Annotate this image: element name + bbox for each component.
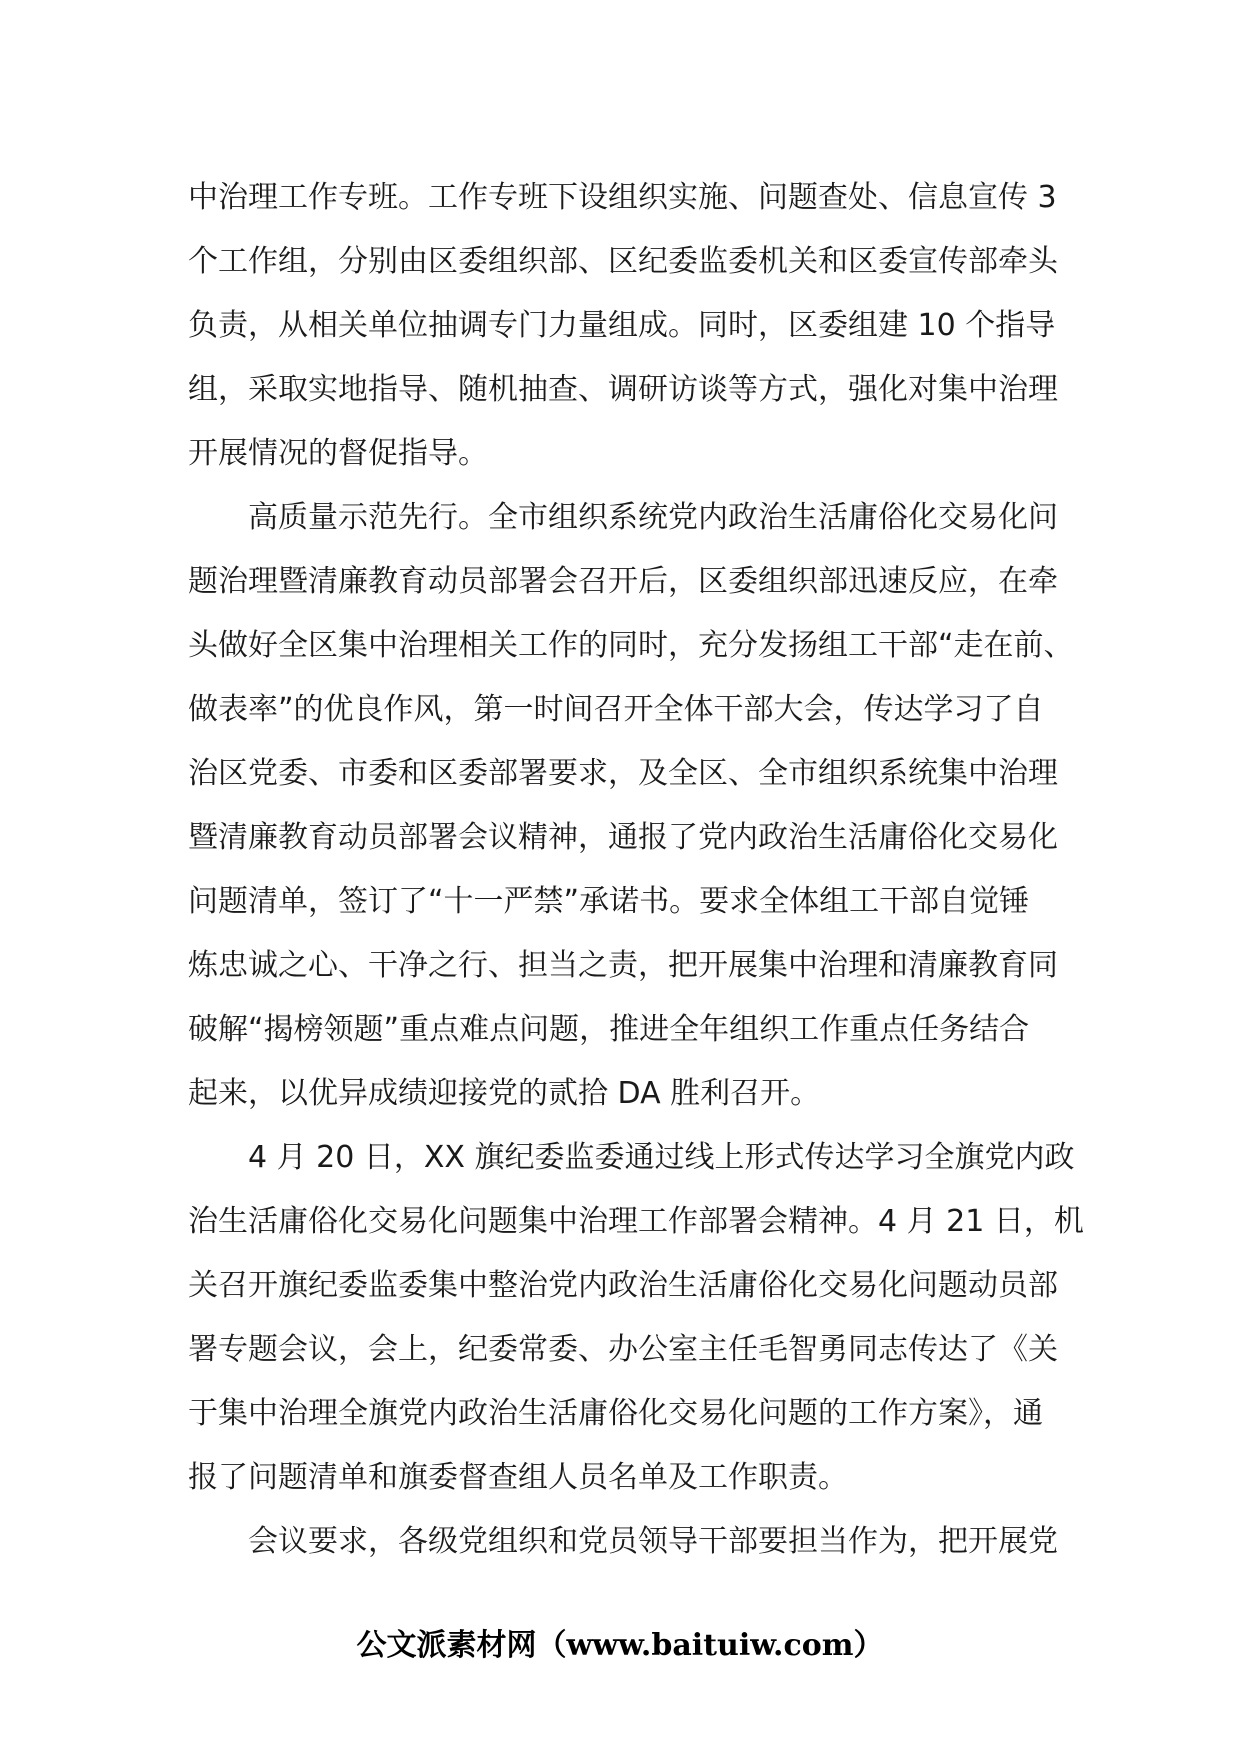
paragraph-first-line: 会议要求，各级党组织和党员领导干部要担当作为，把开展党 (248, 1524, 1058, 1559)
text-line: 个工作组，分别由区委组织部、区纪委监委机关和区委宣传部牵头 (188, 244, 1058, 279)
text-line: 报了问题清单和旗委督查组人员名单及工作职责。 (188, 1460, 848, 1495)
text-line: 负责，从相关单位抽调专门力量组成。同时，区委组建 10 个指导 (188, 308, 1056, 343)
text-line: 关召开旗纪委监委集中整治党内政治生活庸俗化交易化问题动员部 (188, 1268, 1058, 1303)
text-line: 做表率”的优良作风，第一时间召开全体干部大会，传达学习了自 (188, 692, 1044, 727)
text-line: 开展情况的督促指导。 (188, 436, 488, 471)
text-line: 题治理暨清廉教育动员部署会召开后，区委组织部迅速反应，在牵 (188, 564, 1058, 599)
text-line: 问题清单，签订了“十一严禁”承诺书。要求全体组工干部自觉锤 (188, 884, 1030, 919)
document-body (188, 166, 1084, 1574)
paragraph-first-line: 高质量示范先行。全市组织系统党内政治生活庸俗化交易化问 (248, 500, 1058, 535)
text-line: 炼忠诚之心、干净之行、担当之责，把开展集中治理和清廉教育同 (188, 948, 1058, 983)
text-line: 起来，以优异成绩迎接党的贰拾 DA 胜利召开。 (188, 1076, 821, 1111)
text-line: 中治理工作专班。工作专班下设组织实施、问题查处、信息宣传 3 (188, 180, 1057, 215)
text-line: 于集中治理全旗党内政治生活庸俗化交易化问题的工作方案》，通 (188, 1396, 1043, 1431)
footer-watermark: 公文派素材网（www.baituiw.com） (356, 1628, 884, 1663)
text-line: 破解“揭榜领题”重点难点问题，推进全年组织工作重点任务结合 (188, 1012, 1030, 1047)
text-line: 组，采取实地指导、随机抽查、调研访谈等方式，强化对集中治理 (188, 372, 1058, 407)
text-line: 头做好全区集中治理相关工作的同时，充分发扬组工干部“走在前、 (188, 628, 1074, 663)
text-line: 暨清廉教育动员部署会议精神，通报了党内政治生活庸俗化交易化 (188, 820, 1058, 855)
text-line: 治生活庸俗化交易化问题集中治理工作部署会精神。4 月 21 日，机 (188, 1204, 1084, 1239)
paragraph-first-line: 4 月 20 日，XX 旗纪委监委通过线上形式传达学习全旗党内政 (248, 1140, 1075, 1175)
text-line: 署专题会议，会上，纪委常委、办公室主任毛智勇同志传达了《关 (188, 1332, 1058, 1367)
text-line: 治区党委、市委和区委部署要求，及全区、全市组织系统集中治理 (188, 756, 1058, 791)
